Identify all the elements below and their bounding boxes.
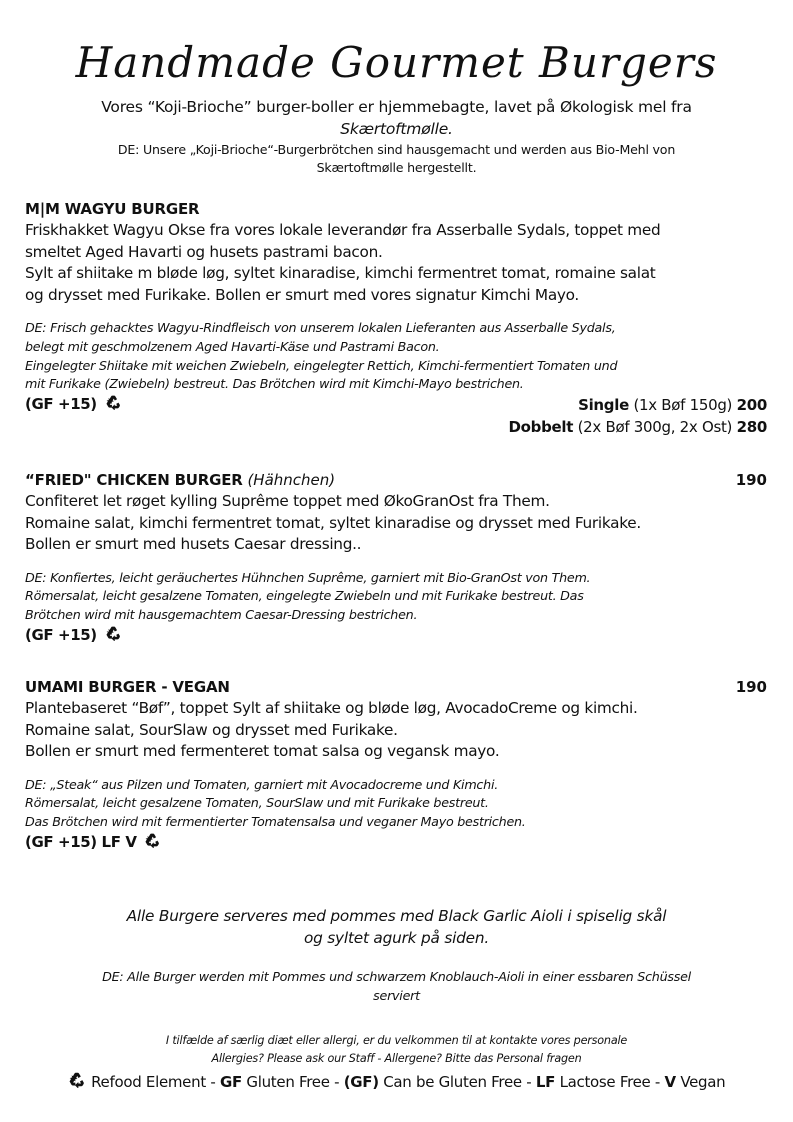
legend-code-can-gf: (GF): [343, 1073, 379, 1091]
intro-danish-line2: Skærtoftmølle.: [340, 120, 453, 138]
item-header: [25, 469, 767, 491]
dietary-tags: (GF +15): [25, 394, 97, 413]
intro-danish: [0, 96, 793, 140]
item-description-de-line: DE: „Steak“ aus Pilzen und Tomaten, garniert mit Avocadocreme und Kimchi.: [25, 776, 499, 792]
item-price-options: [509, 394, 767, 438]
item-description-de-line: mit Furikake (Zwiebeln) bestreut. Das Brötchen wird mit Kimchi-Mayo bestrichen.: [25, 376, 524, 392]
item-header: [25, 198, 767, 220]
intro-german-line1: DE: Unsere „Koji-Brioche“-Burgerbrötchen sind hausgemacht und werden aus Bio-Mehl von: [117, 142, 676, 157]
dietary-tags: (GF +15) LF V: [25, 832, 137, 851]
item-description-da-line: Plantebaseret “Bøf”, toppet Sylt af shiitake og bløde løg, AvocadoCreme og kimchi.: [25, 699, 638, 717]
item-description-da-line: og drysset med Furikake. Bollen er smurt med vores signatur Kimchi Mayo.: [25, 285, 579, 304]
legend-code-v: V: [664, 1073, 676, 1091]
item-name: “FRIED" CHICKEN BURGER: [25, 471, 243, 489]
legend-can-gf: Can be Gluten Free: [383, 1073, 522, 1091]
recycle-icon: [68, 1071, 85, 1088]
legend-v: Vegan: [680, 1073, 726, 1091]
page-title: Handmade Gourmet Burgers: [75, 38, 718, 87]
menu-item-fried-chicken-burger: [25, 469, 767, 645]
item-description-de-line: Eingelegter Shiitake mit weichen Zwiebeln, eingelegter Rettich, Kimchi-fermentiert Tomaten und: [25, 357, 618, 373]
legend-lf: Lactose Free: [559, 1073, 651, 1091]
item-description-da-line: Friskhakket Wagyu Okse fra vores lokale leverandør fra Asserballe Sydals, toppet med: [25, 221, 661, 239]
legend-code-lf: LF: [535, 1073, 556, 1091]
item-description-da-line: Bollen er smurt med fermenteret tomat salsa og vegansk mayo.: [25, 742, 500, 761]
price-option-single: Single (1x Bøf 150g) 200: [578, 395, 767, 414]
allergy-notice: [0, 1032, 793, 1067]
dietary-tags: (GF +15): [25, 625, 97, 644]
item-description-da-line: Romaine salat, SourSlaw og drysset med Furikake.: [25, 720, 398, 739]
serving-note-de-line1: DE: Alle Burger werden mit Pommes und schwarzem Knoblauch-Aioli in einer essbaren Schüssel: [102, 969, 691, 984]
item-description-de-line: Das Brötchen wird mit fermentierter Tomatensalsa und veganer Mayo bestrichen.: [25, 813, 526, 829]
item-name: M|M WAGYU BURGER: [25, 200, 200, 218]
item-tags: [25, 832, 767, 852]
allergy-notice-line2: Allergies? Please ask our Staff - Allergene? Bitte das Personal fragen: [211, 1051, 582, 1065]
item-price: 190: [735, 471, 767, 489]
serving-note-de-line2: serviert: [373, 987, 420, 1003]
legend-code-gf: GF: [219, 1073, 242, 1091]
item-description-da-line: Romaine salat, kimchi fermentret tomat, syltet kinaradise og drysset med Furikake.: [25, 513, 641, 532]
item-description-da-line: smeltet Aged Havarti og husets pastrami bacon.: [25, 242, 383, 261]
recycle-icon: [105, 625, 121, 641]
recycle-icon: [105, 394, 121, 410]
menu-item-umami-vegan-burger: [25, 676, 767, 852]
price-option-double: Dobbelt (2x Bøf 300g, 2x Ost) 280: [508, 417, 767, 436]
item-description-da-line: Bollen er smurt med husets Caesar dressing..: [25, 535, 362, 554]
item-tags: [25, 625, 767, 645]
intro-danish-line1: Vores “Koji-Brioche” burger-boller er hjemmebagte, lavet på Økologisk mel fra: [101, 98, 692, 116]
legend-refood: Refood Element: [91, 1073, 206, 1091]
item-description-de-line: Römersalat, leicht gesalzene Tomaten, eingelegte Zwiebeln und mit Furikake bestreut. Das: [25, 588, 584, 604]
item-description-de-line: DE: Konfiertes, leicht geräuchertes Hühnchen Suprême, garniert mit Bio-GranOst von Them.: [25, 569, 591, 585]
item-description-de-line: Brötchen wird mit hausgemachtem Caesar-Dressing bestrichen.: [25, 606, 418, 622]
item-description-de-line: DE: Frisch gehacktes Wagyu-Rindfleisch von unserem lokalen Lieferanten aus Asserballe Sydals,: [25, 320, 616, 336]
serving-note-line2: og syltet agurk på siden.: [303, 929, 490, 947]
item-price: 190: [735, 678, 767, 696]
item-header: [25, 676, 767, 698]
item-description-da-line: Sylt af shiitake m bløde løg, syltet kinaradise, kimchi fermentret tomat, romaine salat: [25, 264, 656, 283]
item-description-da-line: Confiteret let røget kylling Suprême toppet med ØkoGranOst fra Them.: [25, 492, 550, 510]
item-description-de-line: belegt mit geschmolzenem Aged Havarti-Käse und Pastrami Bacon.: [25, 338, 440, 354]
dietary-legend: Refood Element - GF Gluten Free - (GF) Can be Gluten Free - LF Lactose Free - V Vegan: [0, 1071, 793, 1093]
recycle-icon: [144, 832, 160, 848]
serving-note-line1: Alle Burgere serveres med pommes med Black Garlic Aioli i spiselig skål: [126, 907, 667, 925]
serving-note-danish: [0, 905, 793, 949]
item-description-de-line: Römersalat, leicht gesalzene Tomaten, SourSlaw und mit Furikake bestreut.: [25, 795, 489, 811]
legend-gf: Gluten Free: [246, 1073, 330, 1091]
menu-item-wagyu-burger: [25, 198, 767, 438]
item-tags: [25, 394, 121, 414]
item-subtitle: (Hähnchen): [247, 471, 336, 489]
intro-german: [0, 141, 793, 177]
intro-german-line2: Skærtoftmølle hergestellt.: [316, 160, 477, 175]
serving-note-german: [0, 968, 793, 1005]
item-name: UMAMI BURGER - VEGAN: [25, 678, 230, 696]
allergy-notice-line1: I tilfælde af særlig diæt eller allergi, er du velkommen til at kontakte vores personale: [165, 1034, 628, 1047]
